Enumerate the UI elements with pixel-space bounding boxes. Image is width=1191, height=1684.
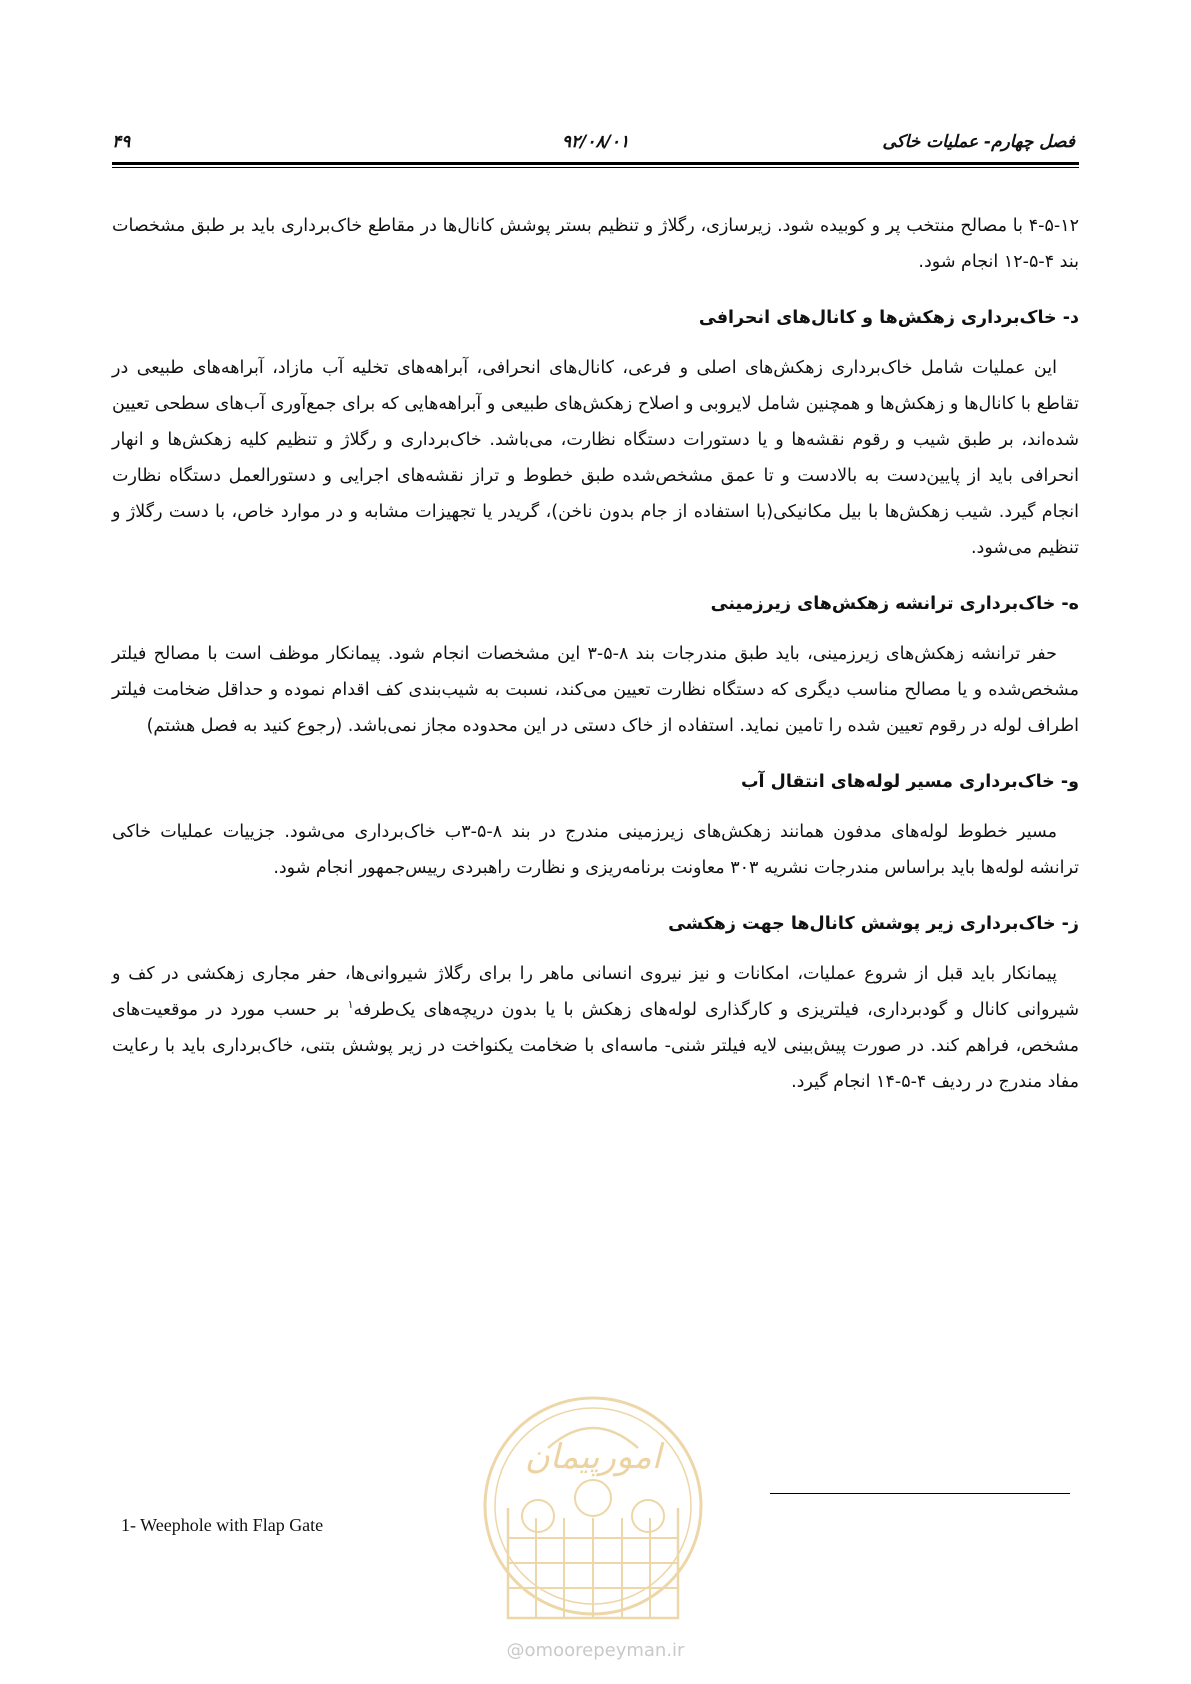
chapter-title: فصل چهارم- عملیات خاکی xyxy=(882,132,1075,152)
header-rule-thick xyxy=(112,162,1079,165)
footnote-text: 1- Weephole with Flap Gate xyxy=(121,1515,324,1535)
paragraph-z-part2: بر حسب مورد در موقعیت‌های مشخص، فراهم کند. در صورت پیش‌بینی لایه فیلتر شنی- ماسه‌ای با ضخامت یکنواخت در زیر پوشش بتنی، خاک‌برداری باید با رعایت مفاد مندرج در ردیف ۴-۵-۱۴ انجام گیرد. xyxy=(112,1000,1079,1092)
paragraph-section-d: این عملیات شامل خاک‌برداری زهکش‌های اصلی و فرعی، کانال‌های انحرافی، آبراهه‌های تخلیه آب مازاد، آبراهه‌های طبیعی در تقاطع با کانال‌ها و زهکش‌ها و همچنین شامل لایروبی و اصلاح زهکش‌های طبیعی و آبراهه‌هایی که برای جمع‌آوری آب‌های سطحی تعیین شده‌اند، بر طبق شیب و رقوم نقشه‌ها و یا دستورات دستگاه نظارت، می‌باشد. خاک‌برداری و رگلاژ و تنظیم کلیه زهکش‌ها و انهار انحرافی باید از پایین‌دست به بالادست و تا عمق مشخص‌شده طبق خطوط و تراز نقشه‌های اجرایی و دستورالعمل دستگاه نظارت انجام گیرد. شیب زهکش‌ها با بیل مکانیکی(با استفاده از جام بدون ناخن)، گریدر یا تجهیزات مشابه و در موارد خاص، با دست رگلاژ و تنظیم می‌شود. xyxy=(112,358,1079,558)
body-text xyxy=(112,208,1079,1100)
paragraph-z-part1: پیمانکار باید قبل از شروع عملیات، امکانات و نیز نیروی انسانی ماهر را برای رگلاژ شیروانی‌ها، حفر مجاری زهکشی در کف و شیروانی کانال و گودبرداری، فیلتریزی و کارگذاری لوله‌های زهکش با یا بدون دریچه‌های یک‌طرفه xyxy=(112,964,1079,1020)
paragraph-continuation: ۴-۵-۱۲ با مصالح منتخب پر و کوبیده شود. زیرسازی، رگلاژ و تنظیم بستر پوشش کانال‌ها در مقاطع خاک‌برداری باید بر طبق مشخصات بند ۴-۵-۱۲ انجام شود. xyxy=(112,216,1079,272)
page-number: ۴۹ xyxy=(112,132,131,152)
footnote-rule xyxy=(770,1493,1070,1494)
header-rule-thin xyxy=(112,167,1079,168)
section-heading-d: د- خاک‌برداری زهکش‌ها و کانال‌های انحرافی xyxy=(698,308,1079,328)
footnote-marker: ۱ xyxy=(347,998,354,1012)
header-date: ۹۲/۰۸/۰۱ xyxy=(561,132,630,152)
paragraph-section-v: مسیر خطوط لوله‌های مدفون همانند زهکش‌های زیرزمینی مندرج در بند ۸-۵-۳ب خاک‌برداری می‌شود. جزییات عملیات خاکی ترانشه لوله‌ها باید براساس مندرجات نشریه ۳۰۳ معاونت برنامه‌ریزی و نظارت راهبردی رییس‌جمهور انجام شود. xyxy=(112,822,1079,878)
section-heading-h: ه- خاک‌برداری ترانشه زهکش‌های زیرزمینی xyxy=(710,594,1079,614)
section-heading-v: و- خاک‌برداری مسیر لوله‌های انتقال آب xyxy=(740,772,1079,792)
watermark-site: @omoorepeyman.ir xyxy=(506,1640,685,1661)
paragraph-section-h: حفر ترانشه زهکش‌های زیرزمینی، باید طبق مندرجات بند ۸-۵-۳ این مشخصات انجام شود. پیمانکار موظف است با مصالح فیلتر مشخص‌شده و یا مصالح مناسب دیگری که دستگاه نظارت تعیین می‌کند، نسبت به شیب‌بندی کف اقدام نموده و حداقل ضخامت فیلتر اطراف لوله در رقوم تعیین شده را تامین نماید. استفاده از خاک دستی در این محدوده مجاز نمی‌باشد. (رجوع کنید به فصل هشتم) xyxy=(112,644,1079,736)
section-heading-z: ز- خاک‌برداری زیر پوشش کانال‌ها جهت زهکشی xyxy=(668,914,1079,934)
watermark-logo xyxy=(468,1388,718,1648)
paragraph-section-z xyxy=(112,956,1079,1100)
watermark-logo-text: امورپیمان xyxy=(524,1437,662,1477)
